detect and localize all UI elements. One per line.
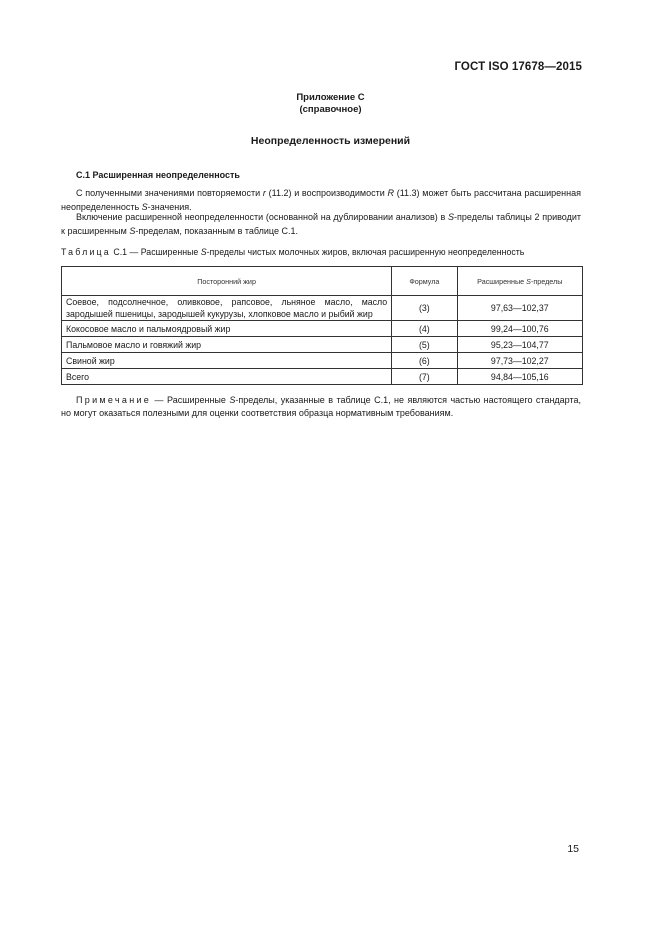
- table-caption: Таблица С.1 — Расширенные S-пределы чистых молочных жиров, включая расширенную неопределенность: [61, 247, 525, 257]
- page-number: 15: [567, 843, 579, 855]
- cell-limits: 94,84—105,16: [457, 369, 582, 385]
- s-limits-table: [61, 266, 583, 385]
- cell-formula: (3): [392, 296, 457, 321]
- subsection-title: С.1 Расширенная неопределенность: [76, 170, 240, 180]
- cell-formula: (6): [392, 353, 457, 369]
- cell-formula: (5): [392, 337, 457, 353]
- header-formula: Формула: [392, 267, 457, 296]
- paragraph-1: С полученными значениями повторяемости r (11.2) и воспроизводимости R (11.3) может быть рассчитана расширенная неопределенность S-значения.: [61, 188, 581, 212]
- table-note: Примечание — Расширенные S-пределы, указанные в таблице С.1, не являются частью настоящего стандарта, но могут оказаться полезными для оценки соответствия образца нормативным требованиям.: [61, 395, 582, 418]
- cell-formula: (4): [392, 321, 457, 337]
- appendix-title: [0, 92, 661, 116]
- table-row: [62, 353, 583, 369]
- cell-limits: 97,63—102,37: [457, 296, 582, 321]
- paragraph-2: Включение расширенной неопределенности (основанной на дублировании анализов) в S-пределы таблицы 2 приводит к расширенным S-пределам, показанным в таблице С.1.: [61, 212, 582, 236]
- cell-formula: (7): [392, 369, 457, 385]
- cell-fat: Всего: [62, 369, 392, 385]
- table-row: [62, 296, 583, 321]
- cell-limits: 99,24—100,76: [457, 321, 582, 337]
- cell-limits: 97,73—102,27: [457, 353, 582, 369]
- table-row: [62, 337, 583, 353]
- table-row: [62, 321, 583, 337]
- header-foreign-fat: Посторонний жир: [62, 267, 392, 296]
- table-header-row: [62, 267, 583, 296]
- appendix-label: Приложение С: [296, 92, 365, 103]
- appendix-subtitle: (справочное): [299, 104, 362, 115]
- header-expanded-s-limits: Расширенные S-пределы: [457, 267, 582, 296]
- cell-fat: Свиной жир: [62, 353, 392, 369]
- table-row: [62, 369, 583, 385]
- section-heading: Неопределенность измерений: [250, 135, 411, 147]
- cell-limits: 95,23—104,77: [457, 337, 582, 353]
- cell-fat: Соевое, подсолнечное, оливковое, рапсовое, льняное масло, масло зародышей пшеницы, зародышей кукурузы, хлопковое масло и рыбий жир: [62, 296, 392, 321]
- cell-fat: Пальмовое масло и говяжий жир: [62, 337, 392, 353]
- cell-fat: Кокосовое масло и пальмоядровый жир: [62, 321, 392, 337]
- document-code: ГОСТ ISO 17678—2015: [454, 61, 582, 73]
